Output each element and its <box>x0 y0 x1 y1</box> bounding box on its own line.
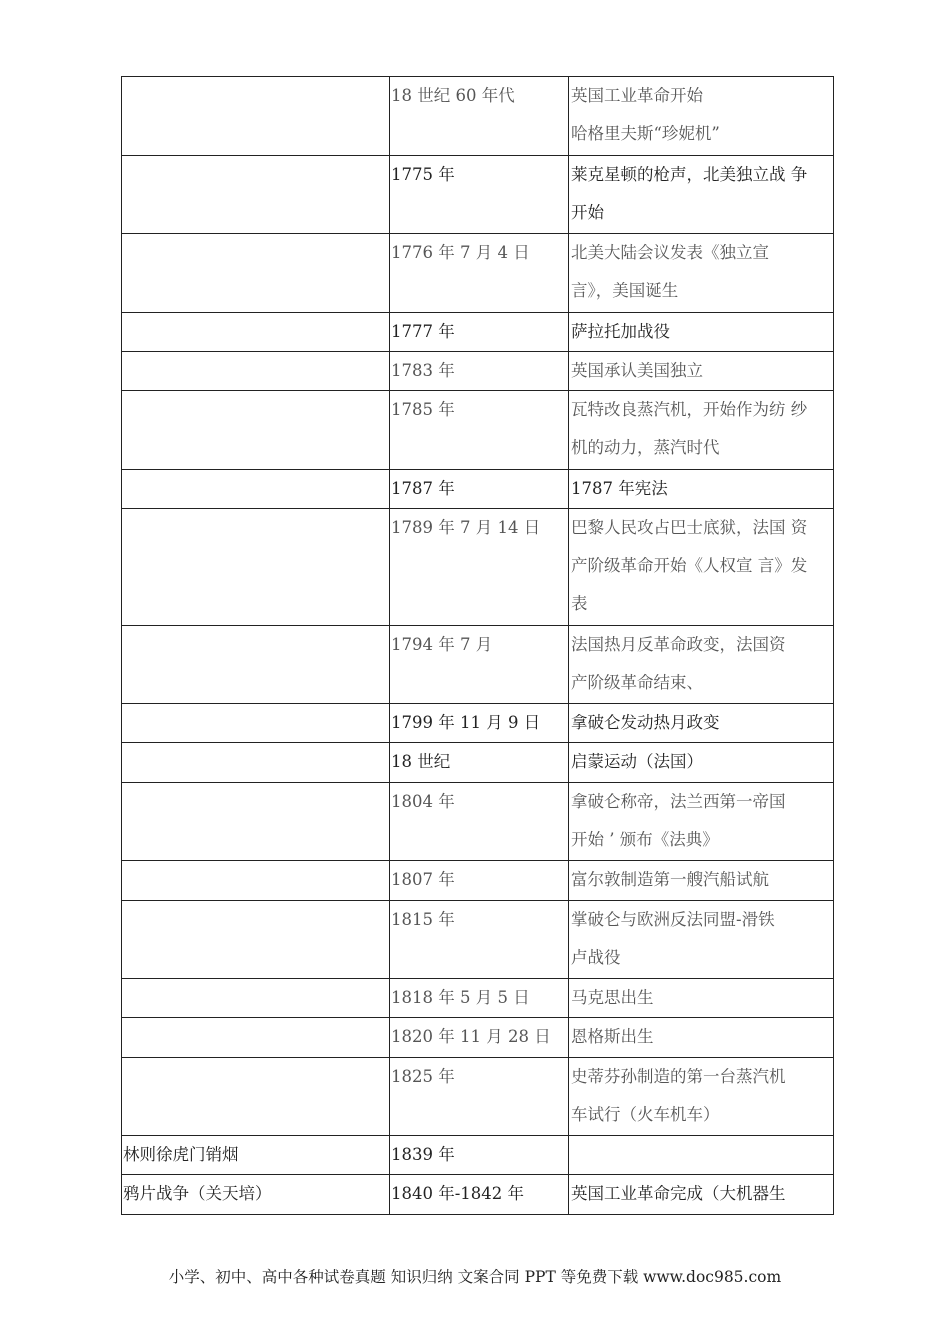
table-row <box>122 470 834 509</box>
event-context-cell <box>122 352 390 391</box>
event-context-cell <box>122 234 390 313</box>
table-row <box>122 352 834 391</box>
event-line: 北美大陆会议发表《独立宣 <box>571 243 769 262</box>
event-context-cell <box>122 1018 390 1058</box>
date-cell: 1815 年 <box>390 901 569 979</box>
date-cell: 1840 年-1842 年 <box>390 1175 569 1215</box>
event-line: 表 <box>571 594 588 613</box>
event-context-cell <box>122 470 390 509</box>
event-line: 英国工业革命开始 <box>571 86 703 105</box>
date-cell: 1776 年 7 月 4 日 <box>390 234 569 313</box>
date-cell: 1789 年 7 月 14 日 <box>390 509 569 626</box>
page-footer: 小学、初中、高中各种试卷真题 知识归纳 文案合同 PPT 等免费下载 www.doc985.com <box>168 1268 782 1286</box>
event-line: 言》，美国诞生 <box>571 281 679 300</box>
table-row <box>122 234 834 313</box>
table-row <box>122 156 834 234</box>
event-line: 开始 ’ 颁布《法典》 <box>571 830 719 849</box>
event-cell <box>569 313 834 352</box>
event-line: 启蒙运动（法国） <box>571 752 703 771</box>
event-line: 马克思出生 <box>571 988 654 1007</box>
event-line: 法国热月反革命政变，法国资 <box>571 635 786 654</box>
event-cell <box>569 1058 834 1136</box>
event-cell <box>569 234 834 313</box>
table-row <box>122 901 834 979</box>
event-line: 史蒂芬孙制造的第一台蒸汽机 <box>571 1067 786 1086</box>
event-line: 拿破仑称帝，法兰西第一帝国 <box>571 792 786 811</box>
date-cell: 1777 年 <box>390 313 569 352</box>
event-line: 1787 年宪法 <box>571 479 668 498</box>
event-context-cell <box>122 313 390 352</box>
event-context-cell <box>122 743 390 783</box>
event-line: 瓦特改良蒸汽机，开始作为纺 纱 <box>571 400 808 419</box>
event-context-cell: 林则徐虎门销烟 <box>122 1136 390 1175</box>
table-row <box>122 1058 834 1136</box>
event-cell <box>569 783 834 861</box>
date-cell: 1783 年 <box>390 352 569 391</box>
event-context-cell <box>122 156 390 234</box>
date-cell: 18 世纪 <box>390 743 569 783</box>
event-context-cell <box>122 901 390 979</box>
table-row <box>122 509 834 626</box>
date-cell: 1775 年 <box>390 156 569 234</box>
timeline-table <box>121 76 834 1215</box>
table-row <box>122 77 834 156</box>
date-cell: 1807 年 <box>390 861 569 901</box>
date-cell: 1799 年 11 月 9 日 <box>390 704 569 743</box>
date-cell: 1804 年 <box>390 783 569 861</box>
event-context-cell <box>122 391 390 470</box>
event-cell <box>569 77 834 156</box>
event-cell <box>569 979 834 1018</box>
event-line: 掌破仑与欧洲反法同盟-滑铁 <box>571 910 775 929</box>
event-cell <box>569 861 834 901</box>
event-context-cell <box>122 1058 390 1136</box>
event-cell <box>569 901 834 979</box>
date-cell: 1787 年 <box>390 470 569 509</box>
date-cell: 1818 年 5 月 5 日 <box>390 979 569 1018</box>
table-row <box>122 861 834 901</box>
event-cell <box>569 626 834 704</box>
event-cell <box>569 156 834 234</box>
event-cell <box>569 509 834 626</box>
event-cell <box>569 1136 834 1175</box>
event-cell <box>569 470 834 509</box>
date-cell: 1825 年 <box>390 1058 569 1136</box>
event-context-cell <box>122 704 390 743</box>
event-context-cell: 鸦片战争（关天培） <box>122 1175 390 1215</box>
table-row <box>122 391 834 470</box>
event-context-cell <box>122 509 390 626</box>
event-line: 巴黎人民攻占巴士底狱，法国 资 <box>571 518 808 537</box>
event-line: 哈格里夫斯“珍妮机” <box>571 124 720 143</box>
date-cell: 18 世纪 60 年代 <box>390 77 569 156</box>
table-row <box>122 626 834 704</box>
event-line: 开始 <box>571 203 604 222</box>
table-row <box>122 313 834 352</box>
event-line: 车试行（火车机车） <box>571 1105 720 1124</box>
event-line: 莱克星顿的枪声，北美独立战 争 <box>571 165 808 184</box>
table-row <box>122 743 834 783</box>
table-row <box>122 783 834 861</box>
event-line: 产阶级革命开始《人权宣 言》发 <box>571 556 808 575</box>
table-row <box>122 979 834 1018</box>
event-cell <box>569 704 834 743</box>
date-cell: 1794 年 7 月 <box>390 626 569 704</box>
event-context-cell <box>122 979 390 1018</box>
event-cell <box>569 391 834 470</box>
table-row <box>122 1018 834 1058</box>
event-line: 产阶级革命结束、 <box>571 673 703 692</box>
event-line: 英国工业革命完成（大机器生 <box>571 1184 786 1203</box>
event-line: 机的动力，蒸汽时代 <box>571 438 720 457</box>
event-cell <box>569 743 834 783</box>
event-context-cell <box>122 626 390 704</box>
table-row <box>122 1175 834 1215</box>
event-line: 萨拉托加战役 <box>571 322 670 341</box>
date-cell: 1820 年 11 月 28 日 <box>390 1018 569 1058</box>
table-row <box>122 704 834 743</box>
date-cell: 1839 年 <box>390 1136 569 1175</box>
event-context-cell <box>122 783 390 861</box>
event-line: 英国承认美国独立 <box>571 361 703 380</box>
event-context-cell <box>122 861 390 901</box>
timeline-body <box>122 77 834 1215</box>
event-context-cell <box>122 77 390 156</box>
event-line: 拿破仑发动热月政变 <box>571 713 720 732</box>
event-cell <box>569 1175 834 1215</box>
event-cell <box>569 1018 834 1058</box>
date-cell: 1785 年 <box>390 391 569 470</box>
event-line: 恩格斯出生 <box>571 1027 654 1046</box>
event-line: 富尔敦制造第一艘汽船试航 <box>571 870 769 889</box>
event-cell <box>569 352 834 391</box>
table-row <box>122 1136 834 1175</box>
event-line: 卢战役 <box>571 948 621 967</box>
